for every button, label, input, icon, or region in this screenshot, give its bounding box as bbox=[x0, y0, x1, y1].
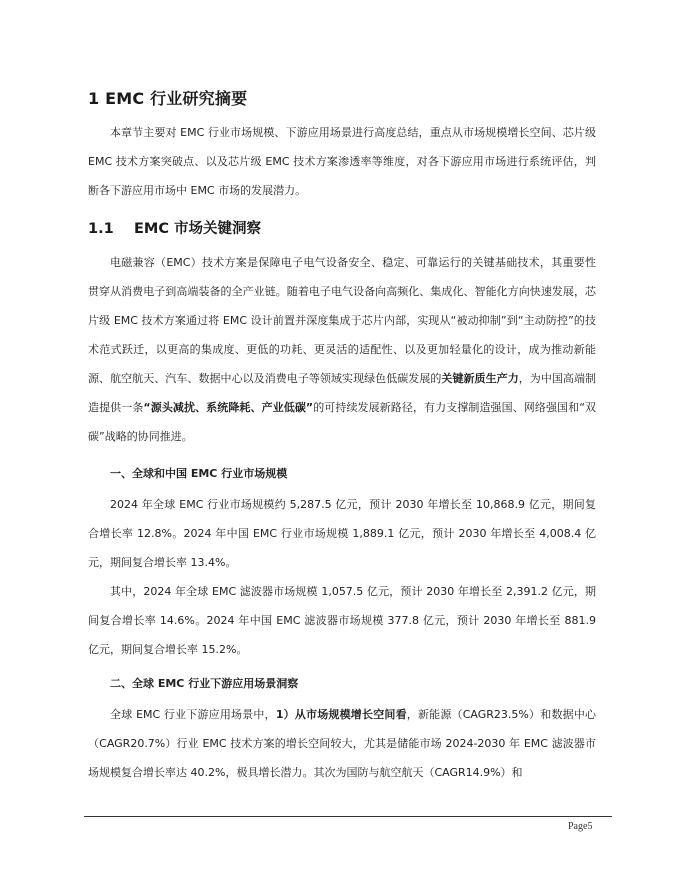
downstream-paragraph bbox=[88, 700, 596, 787]
insight-text-3: 的可持续发展新路径，有力支撑制造强国、网络强国和“双碳”战略的协同推进。 bbox=[88, 401, 597, 443]
market-size-heading: 一、全球和中国 EMC 行业市场规模 bbox=[110, 467, 288, 480]
subsection-title: EMC 市场关键洞察 bbox=[134, 221, 262, 237]
footer-divider bbox=[84, 816, 612, 817]
market-size-paragraph-2: 其中，2024 年全球 EMC 滤波器市场规模 1,057.5 亿元，预计 2030 年增长至 2,391.2 亿元，期间复合增长率 14.6%。2024 年中国 EMC 滤波器市场规模 377.8 亿元，预计 2030 年增长至 881.9 亿元，期间复合增长率 15.2%。 bbox=[88, 585, 596, 656]
downstream-bold-1: 1）从市场规模增长空间看 bbox=[275, 708, 407, 721]
insight-text-1: 电磁兼容（EMC）技术方案是保障电子电气设备安全、稳定、可靠运行的关键基础技术，其重要性贯穿从消费电子到高端装备的全产业链。随着电子电气设备向高频化、集成化、智能化方向快速发展，芯片级 EMC 技术方案通过将 EMC 设计前置并深度集成于芯片内部，实现从“被动抑制”到“主动防控”的技术范式跃迁，以更高的集成度、更低的功耗、更灵活的适配性、以及更加轻量化的设计，成为推动新能源、航空航天、汽车、数据中心以及消费电子等领域实现绿色低碳发展的 bbox=[88, 256, 596, 385]
section-heading: 1 EMC 行业研究摘要 bbox=[88, 89, 248, 108]
downstream-heading: 二、全球 EMC 行业下游应用场景洞察 bbox=[110, 677, 299, 690]
subsection-number: 1.1 bbox=[88, 221, 114, 237]
section-intro-paragraph: 本章节主要对 EMC 行业市场规模、下游应用场景进行高度总结，重点从市场规模增长空间、芯片级 EMC 技术方案突破点、以及芯片级 EMC 技术方案渗透率等维度，对各下游应用市场进行系统评估，判断各下游应用市场中 EMC 市场的发展潜力。 bbox=[88, 126, 596, 197]
page-number: Page5 bbox=[568, 821, 593, 832]
insight-paragraph bbox=[88, 248, 596, 451]
market-size-paragraph-1: 2024 年全球 EMC 行业市场规模约 5,287.5 亿元，预计 2030 年增长至 10,868.9 亿元，期间复合增长率 12.8%。2024 年中国 EMC 行业市场规模 1,889.1 亿元，预计 2030 年增长至 4,008.4 亿元，期间复合增长率 13.4%。 bbox=[88, 498, 596, 569]
subsection-heading bbox=[88, 217, 261, 238]
insight-text-2: ，为中国高端制造提供一条 bbox=[88, 372, 597, 414]
insight-bold-2: “源头减扰、系统降耗、产业低碳” bbox=[143, 401, 314, 414]
downstream-text-2: ，新能源（CAGR23.5%）和数据中心（CAGR20.7%）行业 EMC 技术方案的增长空间较大，尤其是储能市场 2024-2030 年 EMC 滤波器市场规模复合增长率达 40.2%，极具增长潜力。其次为国防与航空航天（CAGR14.9%）和 bbox=[88, 708, 597, 779]
insight-bold-1: 关键新质生产力 bbox=[441, 372, 519, 385]
downstream-text-1: 全球 EMC 行业下游应用场景中， bbox=[110, 708, 276, 721]
